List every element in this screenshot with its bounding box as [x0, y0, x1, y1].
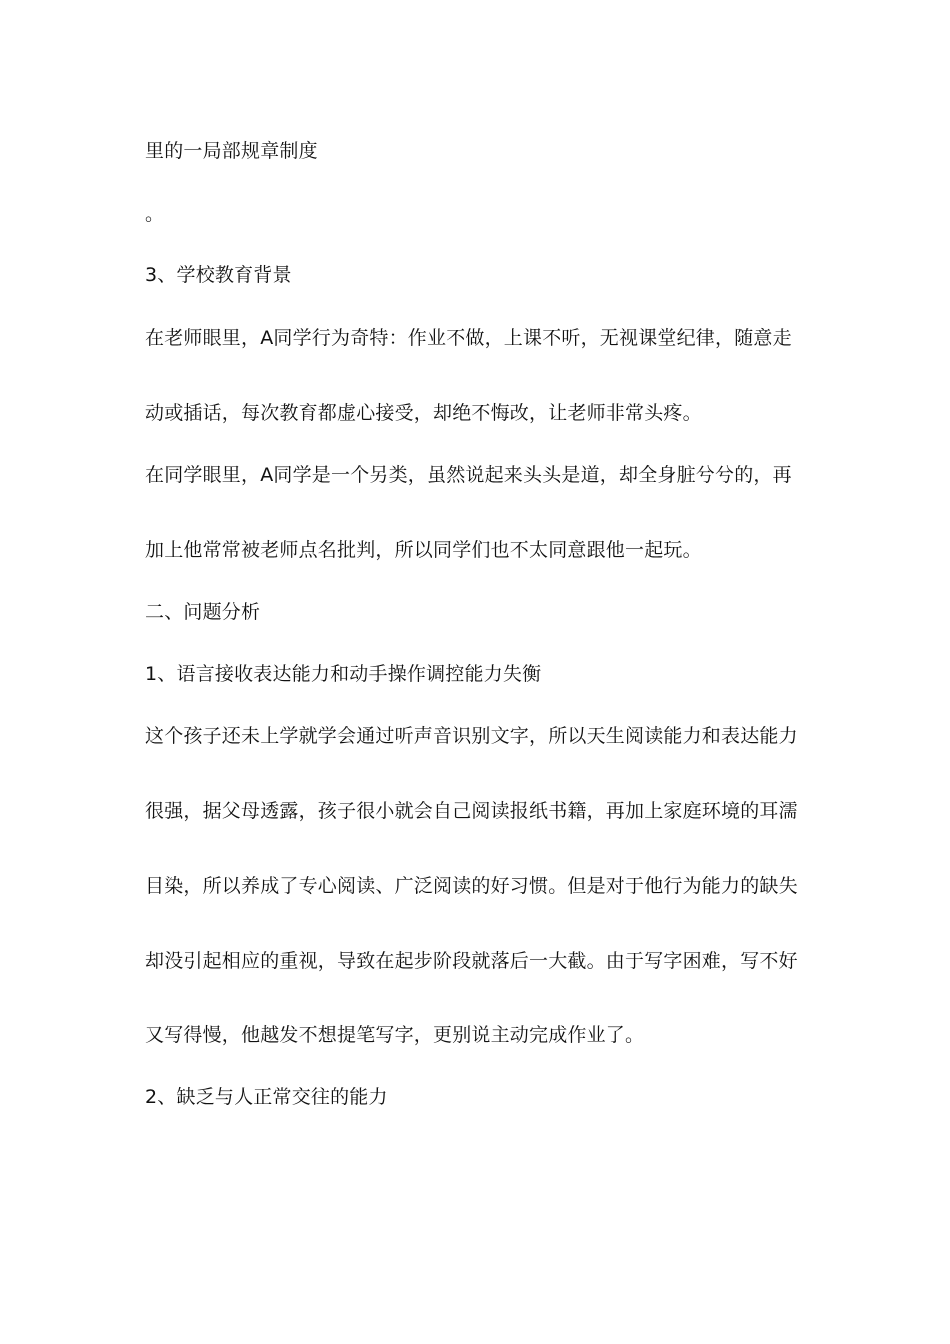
- text-line: 加上他常常被老师点名批判，所以同学们也不太同意跟他一起玩。: [145, 539, 702, 561]
- text-line: 这个孩子还未上学就学会通过听声音识别文字，所以天生阅读能力和表达能力: [145, 725, 798, 747]
- text-line: 很强，据父母透露，孩子很小就会自己阅读报纸书籍，再加上家庭环境的耳濡: [145, 800, 798, 822]
- text-line: 在老师眼里，A同学行为奇特：作业不做，上课不听，无视课堂纪律，随意走: [145, 327, 792, 349]
- text-line: 又写得慢，他越发不想提笔写字，更别说主动完成作业了。: [145, 1024, 645, 1046]
- section-heading: 二、问题分析: [145, 601, 261, 623]
- text-line: 目染，所以养成了专心阅读、广泛阅读的好习惯。但是对于他行为能力的缺失: [145, 875, 798, 897]
- text-line: 在同学眼里，A同学是一个另类，虽然说起来头头是道，却全身脏兮兮的，再: [145, 464, 792, 486]
- text-line: 动或插话，每次教育都虚心接受，却绝不悔改，让老师非常头疼。: [145, 402, 702, 424]
- section-heading: 2、缺乏与人正常交往的能力: [145, 1086, 388, 1108]
- text-line: 却没引起相应的重视，导致在起步阶段就落后一大截。由于写字困难，写不好: [145, 950, 798, 972]
- text-line: 里的一局部规章制度: [145, 140, 318, 162]
- section-heading: 1、语言接收表达能力和动手操作调控能力失衡: [145, 663, 542, 685]
- text-line: 。: [145, 203, 165, 225]
- section-heading: 3、学校教育背景: [145, 264, 292, 286]
